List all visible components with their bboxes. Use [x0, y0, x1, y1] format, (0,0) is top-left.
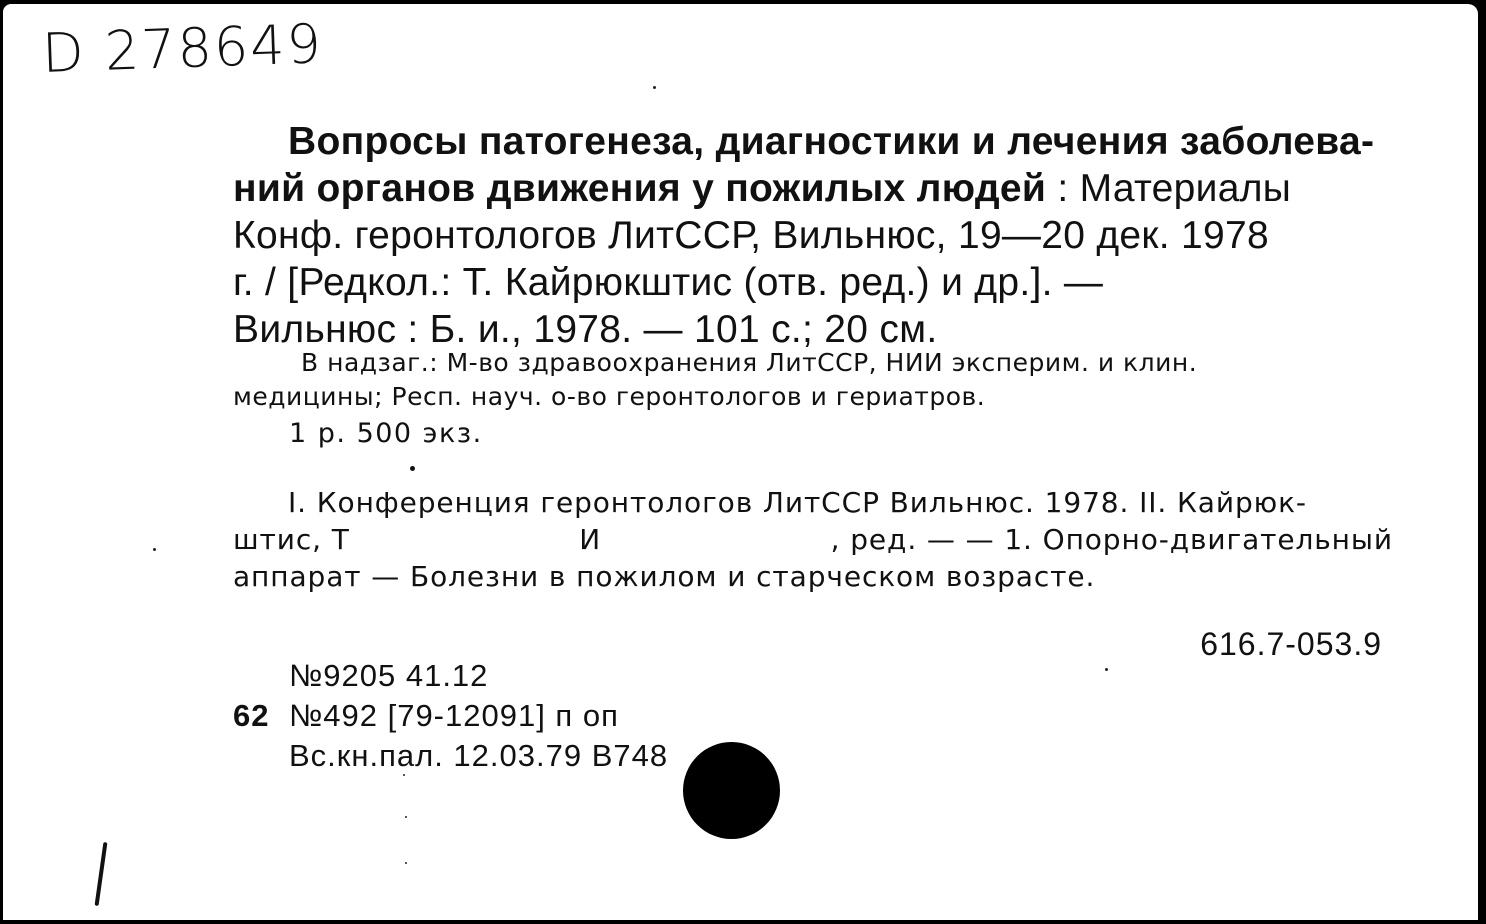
- order-details: №492 [79-12091] п оп: [289, 698, 619, 733]
- title-line-5: Вильнюс : Б. и., 1978. — 101 с.; 20 см.: [233, 308, 938, 351]
- title-line-3: Конф. геронтологов ЛитССР, Вильнюс, 19—20 дек. 1978: [233, 214, 1269, 257]
- punch-hole: [683, 742, 780, 839]
- order-number: 62: [233, 698, 270, 733]
- speck: [405, 816, 407, 818]
- print-details: Вс.кн.пал. 12.03.79 В748: [289, 738, 669, 773]
- title-line-2: ний органов движения у пожилых людей : Материалы: [233, 167, 1292, 210]
- title-line-4: г. / [Редкол.: Т. Кайрюкштис (отв. ред.) и др.]. —: [233, 261, 1104, 304]
- subject-tracings: [233, 484, 1393, 595]
- pen-stroke: [95, 842, 108, 906]
- tracing-line-2: штис, Т И , ред. — — 1. Опорно-двигательный: [233, 523, 1393, 556]
- price-and-print-run: 1 р. 500 экз.: [289, 418, 483, 449]
- note-line-1: В надзаг.: М-во здравоохранения ЛитССР, НИИ эксперим. и клин.: [301, 348, 1198, 377]
- speck: [153, 548, 156, 551]
- tracing-line-3: аппарат — Болезни в пожилом и старческом возрасте.: [233, 560, 1096, 593]
- speck: [653, 86, 656, 89]
- handwritten-call-number: D 278649: [41, 12, 324, 85]
- scan-edge: [1478, 0, 1486, 924]
- bibliographic-description: [233, 118, 1393, 353]
- accession-number: №9205 41.12: [289, 658, 489, 693]
- title-line-1: Вопросы патогенеза, диагностики и лечения заболева-: [288, 120, 1375, 163]
- speck: [1105, 668, 1108, 671]
- udc-classification: 616.7-053.9: [1200, 626, 1382, 662]
- publisher-note: [233, 346, 1393, 414]
- speck: [403, 774, 405, 776]
- tracing-line-1: I. Конференция геронтологов ЛитССР Вильнюс. 1978. II. Кайрюк-: [288, 486, 1307, 519]
- order-row: [233, 696, 619, 736]
- dot-mark: [410, 466, 415, 471]
- catalog-card: [3, 4, 1478, 920]
- note-line-2: медицины; Респ. науч. о-во геронтологов и гериатров.: [233, 382, 986, 411]
- speck: [405, 862, 407, 864]
